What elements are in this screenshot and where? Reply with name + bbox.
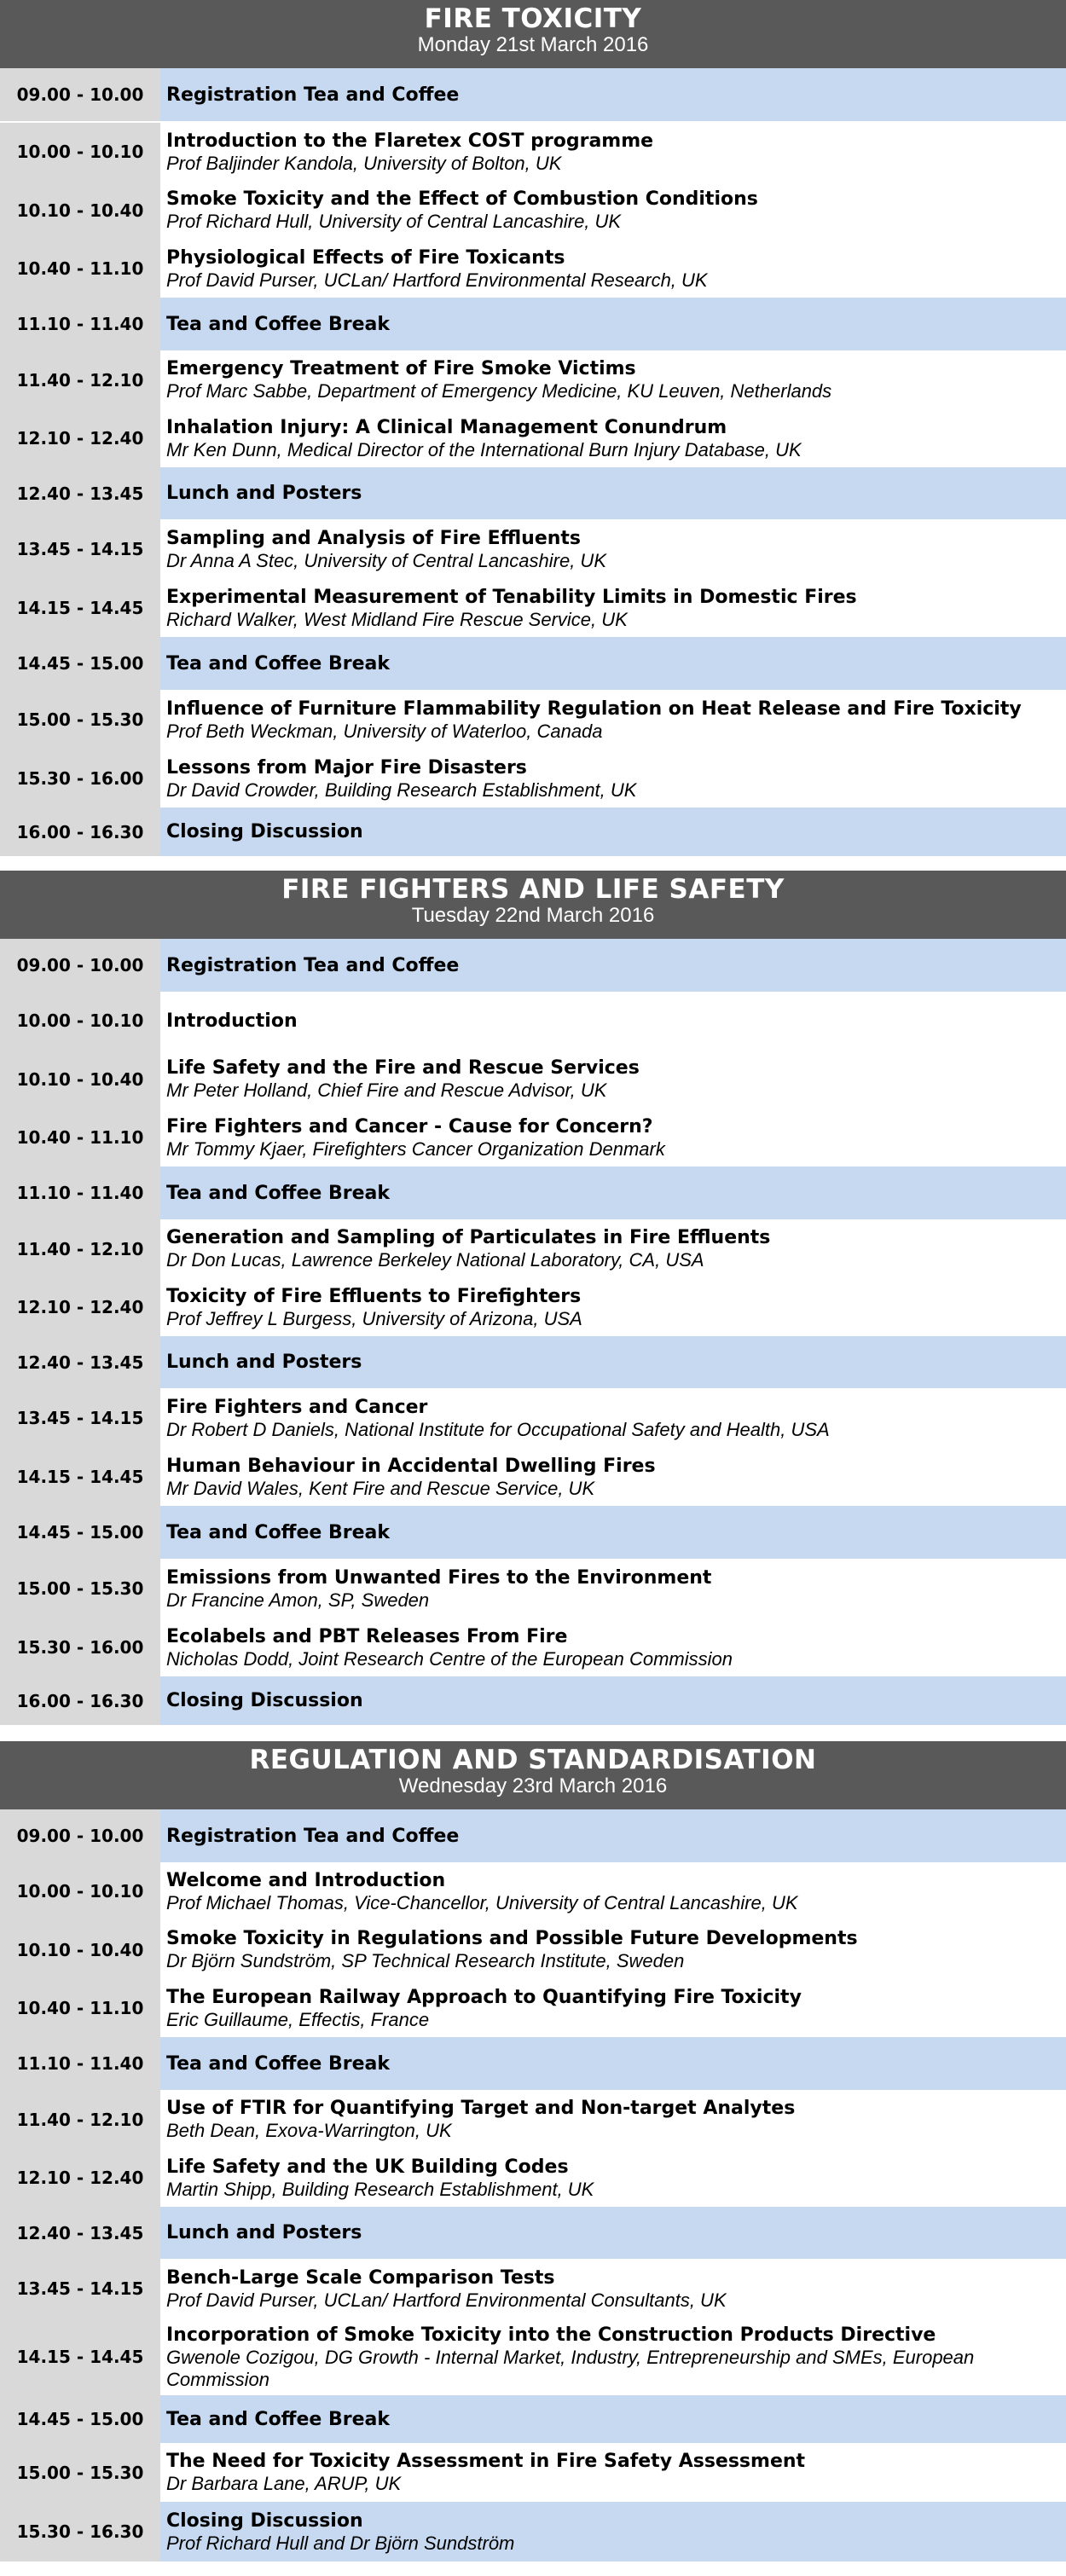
talk-cell (160, 1559, 1066, 1618)
schedule-row (0, 123, 1066, 181)
session-time: 12.40 - 13.45 (0, 1336, 160, 1388)
session-speaker: Prof Beth Weckman, University of Waterloo, Canada (166, 720, 603, 742)
session-title: Registration Tea and Coffee (166, 84, 460, 106)
session-speaker: Prof Jeffrey L Burgess, University of Arizona, USA (166, 1307, 582, 1329)
day-header-1 (0, 0, 1066, 68)
schedule-row (0, 808, 1066, 856)
session-time: 10.00 - 10.10 (0, 1862, 160, 1920)
schedule-row (0, 1278, 1066, 1336)
session-title: Human Behaviour in Accidental Dwelling Fires (166, 1455, 656, 1477)
talk-cell (160, 1219, 1066, 1278)
talk-cell (160, 123, 1066, 181)
session-title: Use of FTIR for Quantifying Target and Non-target Analytes (166, 2098, 796, 2119)
session-time: 11.40 - 12.10 (0, 2090, 160, 2149)
session-speaker: Prof David Purser, UCLan/ Hartford Environmental Research, UK (166, 269, 708, 291)
talk-cell (160, 2090, 1066, 2149)
session-speaker: Dr Robert D Daniels, National Institute for Occupational Safety and Health, USA (166, 1418, 830, 1440)
talk-cell (160, 2259, 1066, 2318)
break-cell (160, 68, 1066, 121)
schedule-row (0, 1109, 1066, 1166)
session-title: Experimental Measurement of Tenability Limits in Domestic Fires (166, 586, 857, 608)
break-cell (160, 1506, 1066, 1559)
schedule-row (0, 1559, 1066, 1618)
session-time: 12.10 - 12.40 (0, 409, 160, 467)
talk-cell (160, 409, 1066, 467)
session-time: 10.00 - 10.10 (0, 992, 160, 1050)
break-cell (160, 1166, 1066, 1219)
schedule-row (0, 409, 1066, 467)
session-time: 11.40 - 12.10 (0, 350, 160, 409)
session-speaker: Eric Guillaume, Effectis, France (166, 2008, 430, 2030)
schedule-row (0, 2037, 1066, 2090)
schedule-row (0, 2207, 1066, 2259)
session-time: 11.10 - 11.40 (0, 1166, 160, 1219)
schedule-row (0, 1448, 1066, 1506)
session-title: Smoke Toxicity in Regulations and Possible Future Developments (166, 1928, 858, 1949)
session-title: Lunch and Posters (166, 483, 362, 504)
schedule-row (0, 350, 1066, 409)
talk-cell (160, 1920, 1066, 1979)
session-time: 12.40 - 13.45 (0, 2207, 160, 2259)
session-time: 14.45 - 15.00 (0, 1506, 160, 1559)
schedule-row (0, 2149, 1066, 2207)
session-title: Lunch and Posters (166, 2222, 362, 2243)
schedule-row (0, 519, 1066, 579)
break-cell (160, 1809, 1066, 1862)
session-speaker: Mr Tommy Kjaer, Firefighters Cancer Organization Denmark (166, 1137, 665, 1160)
talk-cell (160, 2149, 1066, 2207)
session-speaker: Dr Francine Amon, SP, Sweden (166, 1589, 430, 1611)
talk-cell (160, 2318, 1066, 2395)
talk-cell (160, 519, 1066, 579)
session-time: 12.40 - 13.45 (0, 467, 160, 519)
session-speaker: Prof David Purser, UCLan/ Hartford Environmental Consultants, UK (166, 2289, 727, 2311)
talk-cell (160, 2443, 1066, 2502)
talk-cell (160, 690, 1066, 750)
session-title: The European Railway Approach to Quantifying Fire Toxicity (166, 1986, 802, 2008)
schedule-row (0, 1050, 1066, 1109)
session-time: 13.45 - 14.15 (0, 1388, 160, 1448)
session-time: 10.00 - 10.10 (0, 123, 160, 181)
session-time: 09.00 - 10.00 (0, 1809, 160, 1862)
session-speaker: Mr Ken Dunn, Medical Director of the International Burn Injury Database, UK (166, 438, 802, 460)
session-time: 10.40 - 11.10 (0, 240, 160, 298)
session-time: 14.45 - 15.00 (0, 637, 160, 690)
session-title: Registration Tea and Coffee (166, 954, 460, 976)
session-title: Introduction to the Flaretex COST programme (166, 130, 654, 152)
session-time: 15.00 - 15.30 (0, 2443, 160, 2502)
session-time: 15.00 - 15.30 (0, 690, 160, 750)
session-title: Closing Discussion (166, 2509, 363, 2532)
talk-cell (160, 579, 1066, 637)
talk-cell (160, 1278, 1066, 1336)
session-title: Lunch and Posters (166, 1352, 362, 1373)
session-time: 14.15 - 14.45 (0, 579, 160, 637)
break-cell (160, 2502, 1066, 2562)
session-time: 10.10 - 10.40 (0, 1920, 160, 1979)
session-title: Toxicity of Fire Effluents to Firefighters (166, 1285, 582, 1307)
session-time: 12.10 - 12.40 (0, 1278, 160, 1336)
schedule-row (0, 1166, 1066, 1219)
schedule-row (0, 1676, 1066, 1725)
session-time: 09.00 - 10.00 (0, 68, 160, 121)
session-title: Tea and Coffee Break (166, 1182, 391, 1204)
session-time: 15.30 - 16.30 (0, 2502, 160, 2562)
session-time: 09.00 - 10.00 (0, 939, 160, 992)
session-title: Inhalation Injury: A Clinical Management Conundrum (166, 416, 727, 438)
session-time: 12.10 - 12.40 (0, 2149, 160, 2207)
break-cell (160, 1676, 1066, 1725)
session-title: Bench-Large Scale Comparison Tests (166, 2266, 555, 2289)
session-title: Fire Fighters and Cancer - Cause for Concern? (166, 1115, 653, 1137)
session-speaker: Dr Anna A Stec, University of Central Lancashire, UK (166, 549, 606, 571)
session-time: 11.10 - 11.40 (0, 2037, 160, 2090)
session-speaker: Prof Michael Thomas, Vice-Chancellor, University of Central Lancashire, UK (166, 1891, 798, 1913)
session-time: 13.45 - 14.15 (0, 2259, 160, 2318)
session-time: 10.10 - 10.40 (0, 181, 160, 240)
session-speaker: Nicholas Dodd, Joint Research Centre of the European Commission (166, 1647, 733, 1670)
talk-cell (160, 992, 1066, 1050)
session-title: Fire Fighters and Cancer (166, 1396, 428, 1418)
break-cell (160, 298, 1066, 350)
session-speaker: Mr David Wales, Kent Fire and Rescue Service, UK (166, 1477, 595, 1499)
day-title: REGULATION AND STANDARDISATION (249, 1745, 817, 1775)
session-speaker: Beth Dean, Exova-Warrington, UK (166, 2120, 452, 2141)
schedule-row (0, 467, 1066, 519)
session-title: Generation and Sampling of Particulates in Fire Effluents (166, 1227, 771, 1248)
session-title: Closing Discussion (166, 821, 363, 842)
talk-cell (160, 1448, 1066, 1506)
session-time: 11.40 - 12.10 (0, 1219, 160, 1278)
schedule-row (0, 1618, 1066, 1676)
session-speaker: Prof Richard Hull, University of Central Lancashire, UK (166, 211, 622, 232)
day-date: Wednesday 23rd March 2016 (398, 1774, 668, 1797)
break-cell (160, 1336, 1066, 1388)
schedule-row (0, 1809, 1066, 1862)
session-title: Incorporation of Smoke Toxicity into the Construction Products Directive (166, 2324, 936, 2346)
schedule-row (0, 2259, 1066, 2318)
session-title: Smoke Toxicity and the Effect of Combustion Conditions (166, 188, 758, 210)
day-date: Monday 21st March 2016 (417, 33, 649, 56)
session-title: Influence of Furniture Flammability Regulation on Heat Release and Fire Toxicity (166, 698, 1022, 720)
day-header-3 (0, 1741, 1066, 1809)
session-title: Closing Discussion (166, 1690, 363, 1711)
talk-cell (160, 1979, 1066, 2037)
session-time: 10.40 - 11.10 (0, 1109, 160, 1166)
schedule-row (0, 690, 1066, 750)
schedule-row (0, 2395, 1066, 2443)
talk-cell (160, 750, 1066, 808)
session-speaker: Prof Marc Sabbe, Department of Emergency Medicine, KU Leuven, Netherlands (166, 380, 832, 402)
session-title: Sampling and Analysis of Fire Effluents (166, 527, 582, 549)
day-header-2 (0, 871, 1066, 939)
schedule-row (0, 992, 1066, 1050)
session-time: 15.30 - 16.00 (0, 1618, 160, 1676)
session-time: 14.15 - 14.45 (0, 2318, 160, 2395)
break-cell (160, 939, 1066, 992)
break-cell (160, 2395, 1066, 2443)
session-title: Ecolabels and PBT Releases From Fire (166, 1625, 568, 1647)
break-cell (160, 637, 1066, 690)
session-speaker: Dr Don Lucas, Lawrence Berkeley National Laboratory, CA, USA (166, 1249, 704, 1271)
break-cell (160, 2037, 1066, 2090)
talk-cell (160, 1109, 1066, 1166)
session-speaker: Martin Shipp, Building Research Establishment, UK (166, 2178, 594, 2200)
break-cell (160, 2207, 1066, 2259)
session-title: Emergency Treatment of Fire Smoke Victims (166, 358, 636, 379)
session-title: Tea and Coffee Break (166, 1521, 391, 1543)
talk-cell (160, 181, 1066, 240)
session-title: Registration Tea and Coffee (166, 1825, 460, 1847)
schedule-row (0, 579, 1066, 637)
session-time: 10.10 - 10.40 (0, 1050, 160, 1109)
talk-cell (160, 350, 1066, 409)
session-speaker: Gwenole Cozigou, DG Growth - Internal Market, Industry, Entrepreneurship and SMEs, European Commission (166, 2346, 975, 2390)
schedule-row (0, 1336, 1066, 1388)
session-time: 16.00 - 16.30 (0, 808, 160, 856)
schedule-row (0, 2318, 1066, 2395)
schedule-row (0, 298, 1066, 350)
session-title: Tea and Coffee Break (166, 313, 391, 335)
session-title: Tea and Coffee Break (166, 2052, 391, 2075)
talk-cell (160, 1388, 1066, 1448)
session-time: 16.00 - 16.30 (0, 1676, 160, 1725)
schedule-row (0, 1219, 1066, 1278)
talk-cell (160, 1618, 1066, 1676)
session-time: 13.45 - 14.15 (0, 519, 160, 579)
schedule-row (0, 2090, 1066, 2149)
session-time: 11.10 - 11.40 (0, 298, 160, 350)
schedule-row (0, 750, 1066, 808)
session-title: Emissions from Unwanted Fires to the Environment (166, 1566, 712, 1589)
day-title: FIRE TOXICITY (424, 3, 642, 34)
schedule-row (0, 240, 1066, 298)
session-title: Tea and Coffee Break (166, 2408, 391, 2430)
session-title: Life Safety and the UK Building Codes (166, 2156, 569, 2178)
day-title: FIRE FIGHTERS AND LIFE SAFETY (281, 874, 785, 905)
session-speaker: Prof Richard Hull and Dr Björn Sundström (166, 2532, 515, 2554)
session-time: 14.15 - 14.45 (0, 1448, 160, 1506)
schedule-row (0, 2443, 1066, 2502)
day-date: Tuesday 22nd March 2016 (411, 904, 655, 927)
session-title: Life Safety and the Fire and Rescue Services (166, 1057, 640, 1079)
talk-cell (160, 1862, 1066, 1920)
session-title: Tea and Coffee Break (166, 652, 391, 674)
session-title: Physiological Effects of Fire Toxicants (166, 246, 565, 269)
session-title: Introduction (166, 1010, 298, 1032)
session-speaker: Mr Peter Holland, Chief Fire and Rescue Advisor, UK (166, 1080, 607, 1101)
schedule-row (0, 637, 1066, 690)
session-title: Lessons from Major Fire Disasters (166, 756, 527, 779)
session-time: 15.30 - 16.00 (0, 750, 160, 808)
schedule-row (0, 1862, 1066, 1920)
session-title: Welcome and Introduction (166, 1869, 446, 1891)
schedule-row (0, 2502, 1066, 2562)
schedule-row (0, 181, 1066, 240)
schedule-row (0, 1979, 1066, 2037)
session-speaker: Prof Baljinder Kandola, University of Bolton, UK (166, 152, 562, 174)
session-speaker: Dr Björn Sundström, SP Technical Research Institute, Sweden (166, 1950, 685, 1971)
session-time: 15.00 - 15.30 (0, 1559, 160, 1618)
schedule-row (0, 1388, 1066, 1448)
break-cell (160, 467, 1066, 519)
talk-cell (160, 1050, 1066, 1109)
schedule-row (0, 1506, 1066, 1559)
schedule-row (0, 1920, 1066, 1979)
session-speaker: Richard Walker, West Midland Fire Rescue Service, UK (166, 608, 628, 630)
talk-cell (160, 240, 1066, 298)
session-speaker: Dr David Crowder, Building Research Establishment, UK (166, 779, 637, 801)
schedule-row (0, 68, 1066, 121)
session-time: 14.45 - 15.00 (0, 2395, 160, 2443)
break-cell (160, 808, 1066, 856)
session-speaker: Dr Barbara Lane, ARUP, UK (166, 2473, 402, 2494)
schedule-row (0, 939, 1066, 992)
session-time: 10.40 - 11.10 (0, 1979, 160, 2037)
session-title: The Need for Toxicity Assessment in Fire Safety Assessment (166, 2451, 806, 2472)
